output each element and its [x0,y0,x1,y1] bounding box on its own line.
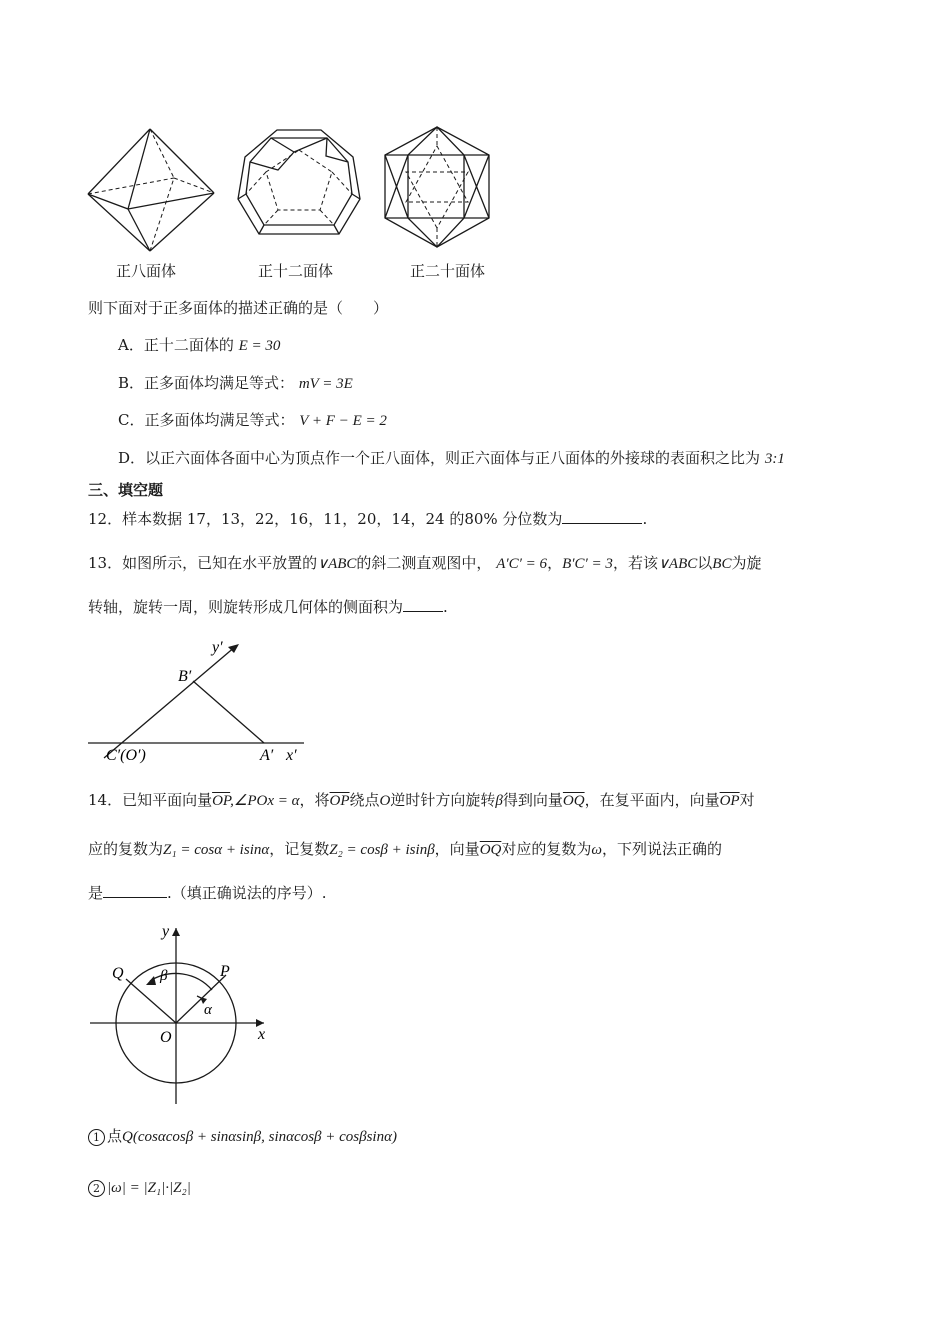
label-x-prime: x′ [286,747,297,764]
complex-z1: Z₁ = cosα + isinα [163,842,270,858]
q13-text-b: 的斜二测直观图中， [356,554,492,572]
option-c-label: C．正多面体均满足等式： [118,411,295,429]
vector-oq: $\overline{OQ}$ [562,793,585,809]
q11-option-d [118,447,785,470]
statement-1-text: 点 [107,1127,123,1145]
vector-op-2: $\overline{OP}$ [329,793,350,809]
q13-text-d: 以 [697,554,713,572]
q13-text-line2: 转轴，旋转一周，则旋转形成几何体的侧面积为 [88,598,404,616]
section-title: 三、填空题 [88,481,164,499]
q13-figure [84,634,314,768]
angle-pox: ,∠POx = α [230,793,300,809]
q14-text-g: ，在复平面内，向量 [584,791,720,809]
icosahedron-figure [382,124,494,250]
q14-statement-1 [88,1125,397,1148]
option-d-math: 3:1 [764,451,785,467]
q14-text-2e: ，下列说法正确的 [601,840,722,858]
q14-text-f: 得到向量 [502,791,563,809]
point-o: O [379,793,391,809]
segment-ba [193,681,264,743]
label-a-prime: A′ [260,747,274,764]
label-beta: β [160,968,168,984]
q12-stem: 12．样本数据 17，13，22，16，11，20，14，24 的80% 分位数为 [88,510,563,528]
q14-text-d: 绕点 [349,791,380,809]
omega: ω [591,842,602,858]
label-q: Q [112,965,124,982]
label-o: O [160,1029,172,1046]
q12-answer-blank[interactable] [562,509,642,524]
q13-line2 [88,596,448,618]
q14-text-c: ，将 [299,791,330,809]
q13-measure-ac: A′C′ = 6 [496,556,548,572]
option-b-math: mV = 3E [298,376,353,392]
dodecahedron-caption: 正十二面体 [258,262,334,280]
q13-text-c: ，若该 [612,554,658,572]
q11-option-a [118,334,280,357]
option-c-math: V + F − E = 2 [299,413,387,429]
q14-line3 [88,882,327,904]
segment-oq [126,979,176,1023]
q14-unit-circle-figure [86,918,276,1108]
q13-line1: 13．如图所示，已知在水平放置的∨ABC的斜二测直观图中， A′C′ = 6，B′C′ = 3，若该∨ABC以BC为旋 [88,554,762,572]
q14-text-3a: 是 [88,884,104,902]
q13-text-e: 为旋 [731,554,762,572]
octahedron-caption: 正八面体 [116,262,177,280]
option-a-label: A．正十二面体的 [118,336,234,354]
q14-text-2d: 对应的复数为 [501,840,592,858]
octahedron-figure [84,126,218,254]
q14-text-h: 对 [739,791,755,809]
q14-line1 [88,789,755,812]
q14-text-a: 14．已知平面向量 [88,791,213,809]
y-arrowhead [172,928,180,936]
q14-text-3b: .（填正确说法的序号）. [167,884,327,902]
label-y-prime: y′ [212,639,223,656]
complex-z2: Z₂ = cosβ + isinβ [329,842,435,858]
q12-text [88,508,647,530]
label-y: y [162,923,170,940]
q11-stem: 则下面对于正多面体的描述正确的是（ ） [88,299,389,317]
icosahedron-caption: 正二十面体 [410,262,486,280]
q13-triangle-2: ∨ABC [657,556,698,572]
label-c-o-prime: C′(O′) [106,747,146,764]
statement-1-number: 1 [88,1129,105,1146]
label-b-prime: B′ [178,668,192,685]
q11-option-c [118,409,387,432]
dodecahedron-figure [236,126,362,242]
q14-text-2a: 应的复数为 [88,840,164,858]
q12-end: . [642,510,648,528]
q14-text-e: 逆时针方向旋转 [390,791,496,809]
q14-answer-blank[interactable] [103,883,167,898]
statement-2-math: |ω| = |Z₁|·|Z₂| [107,1180,191,1196]
vector-oq-2: $\overline{OQ}$ [479,842,502,858]
statement-2-number: 2 [88,1180,105,1197]
q13-end: . [443,598,448,616]
q13-text-a: 13．如图所示，已知在水平放置的 [88,554,318,572]
vector-op-3: $\overline{OP}$ [719,793,740,809]
q13-axis-bc: BC [712,556,732,572]
q13-measure-bc: B′C′ = 3 [562,556,613,572]
label-x: x [258,1026,266,1043]
statement-1-math: Q(cosαcosβ + sinαsinβ, sinαcosβ + cosβsinα) [122,1129,397,1145]
label-p: P [220,963,230,980]
q13-answer-blank[interactable] [403,597,443,612]
q13-triangle-1: ∨ABC [317,556,357,572]
option-d-label: D．以正六面体各面中心为顶点作一个正八面体，则正六面体与正八面体的外接球的表面积之比为 [118,449,761,467]
q14-statement-2 [88,1176,191,1199]
beta-arrowhead [146,976,156,985]
option-b-label: B．正多面体均满足等式： [118,374,295,392]
angle-beta: β [495,793,503,809]
vector-op: $\overline{OP}$ [212,793,231,809]
q14-text-2c: ，向量 [434,840,480,858]
q11-option-b [118,372,353,395]
label-alpha: α [204,1002,212,1018]
q14-line2 [88,838,722,861]
option-a-math: E = 30 [238,338,281,354]
q14-text-2b: ，记复数 [269,840,330,858]
